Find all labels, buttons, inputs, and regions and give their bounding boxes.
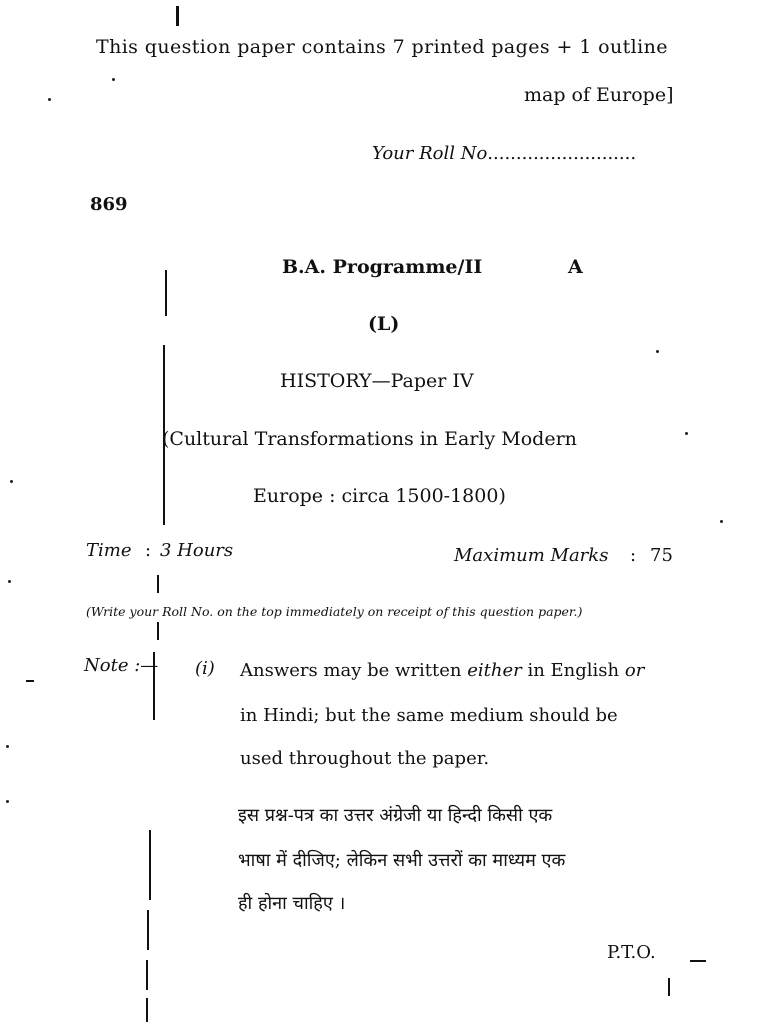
set-letter: A xyxy=(568,256,583,278)
time-colon: : xyxy=(145,540,152,561)
subject-title: HISTORY—Paper IV xyxy=(280,370,474,392)
pto-label: P.T.O. xyxy=(607,942,656,963)
scan-mark xyxy=(26,680,34,682)
pages-note-line-2: map of Europe] xyxy=(524,84,674,106)
note-english-line-3: used throughout the paper. xyxy=(240,748,490,769)
scan-mark xyxy=(157,575,159,593)
course-title-line-2: Europe : circa 1500-1800) xyxy=(253,485,506,507)
pages-note-line-1: This question paper contains 7 printed pages + 1 outline xyxy=(96,36,668,58)
marks-value: 75 xyxy=(650,545,673,566)
marks-colon: : xyxy=(630,545,637,566)
note-hindi-line-3: ही होना चाहिए । xyxy=(238,893,346,914)
scan-dot xyxy=(112,78,115,81)
roll-no-field xyxy=(372,143,636,164)
scan-mark xyxy=(149,830,151,900)
roll-no-dots: .......................... xyxy=(487,143,637,164)
scan-mark xyxy=(165,270,167,316)
scan-mark xyxy=(157,622,159,640)
scan-mark xyxy=(146,998,148,1022)
scan-dot xyxy=(720,520,723,523)
note-emphasis: either xyxy=(467,660,522,681)
scan-dot xyxy=(10,480,13,483)
time-value: 3 Hours xyxy=(160,540,234,561)
scan-mark xyxy=(668,978,670,996)
scan-dot xyxy=(48,98,51,101)
scan-mark xyxy=(176,6,179,26)
note-text: in English xyxy=(521,660,625,681)
scan-dot xyxy=(6,800,9,803)
note-text: Answers may be written xyxy=(240,660,468,681)
roll-instruction: (Write your Roll No. on the top immediately on receipt of this question paper.) xyxy=(86,604,583,619)
note-hindi-line-2: भाषा में दीजिए; लेकिन सभी उत्तरों का माध्यम एक xyxy=(238,850,566,871)
note-english-line-1 xyxy=(240,660,644,681)
roll-no-label: Your Roll No xyxy=(372,143,488,164)
scan-dot xyxy=(685,432,688,435)
course-title-line-1: (Cultural Transformations in Early Modern xyxy=(162,428,577,450)
scan-mark xyxy=(146,960,148,990)
paper-code: 869 xyxy=(90,194,128,215)
note-item-number: (i) xyxy=(195,658,215,679)
programme-title: B.A. Programme/II xyxy=(282,256,483,278)
scan-dot xyxy=(656,350,659,353)
note-emphasis: or xyxy=(624,660,645,681)
scan-mark xyxy=(690,960,706,962)
time-label: Time xyxy=(86,540,132,561)
note-english-line-2: in Hindi; but the same medium should be xyxy=(240,705,618,726)
marks-label: Maximum Marks xyxy=(454,545,609,566)
scan-dot xyxy=(8,580,11,583)
medium-code: (L) xyxy=(368,313,400,335)
scan-dot xyxy=(6,745,9,748)
scan-mark xyxy=(147,910,149,950)
note-label: Note :— xyxy=(84,655,159,676)
note-hindi-line-1: इस प्रश्न-पत्र का उत्तर अंग्रेजी या हिन्दी किसी एक xyxy=(238,805,553,826)
